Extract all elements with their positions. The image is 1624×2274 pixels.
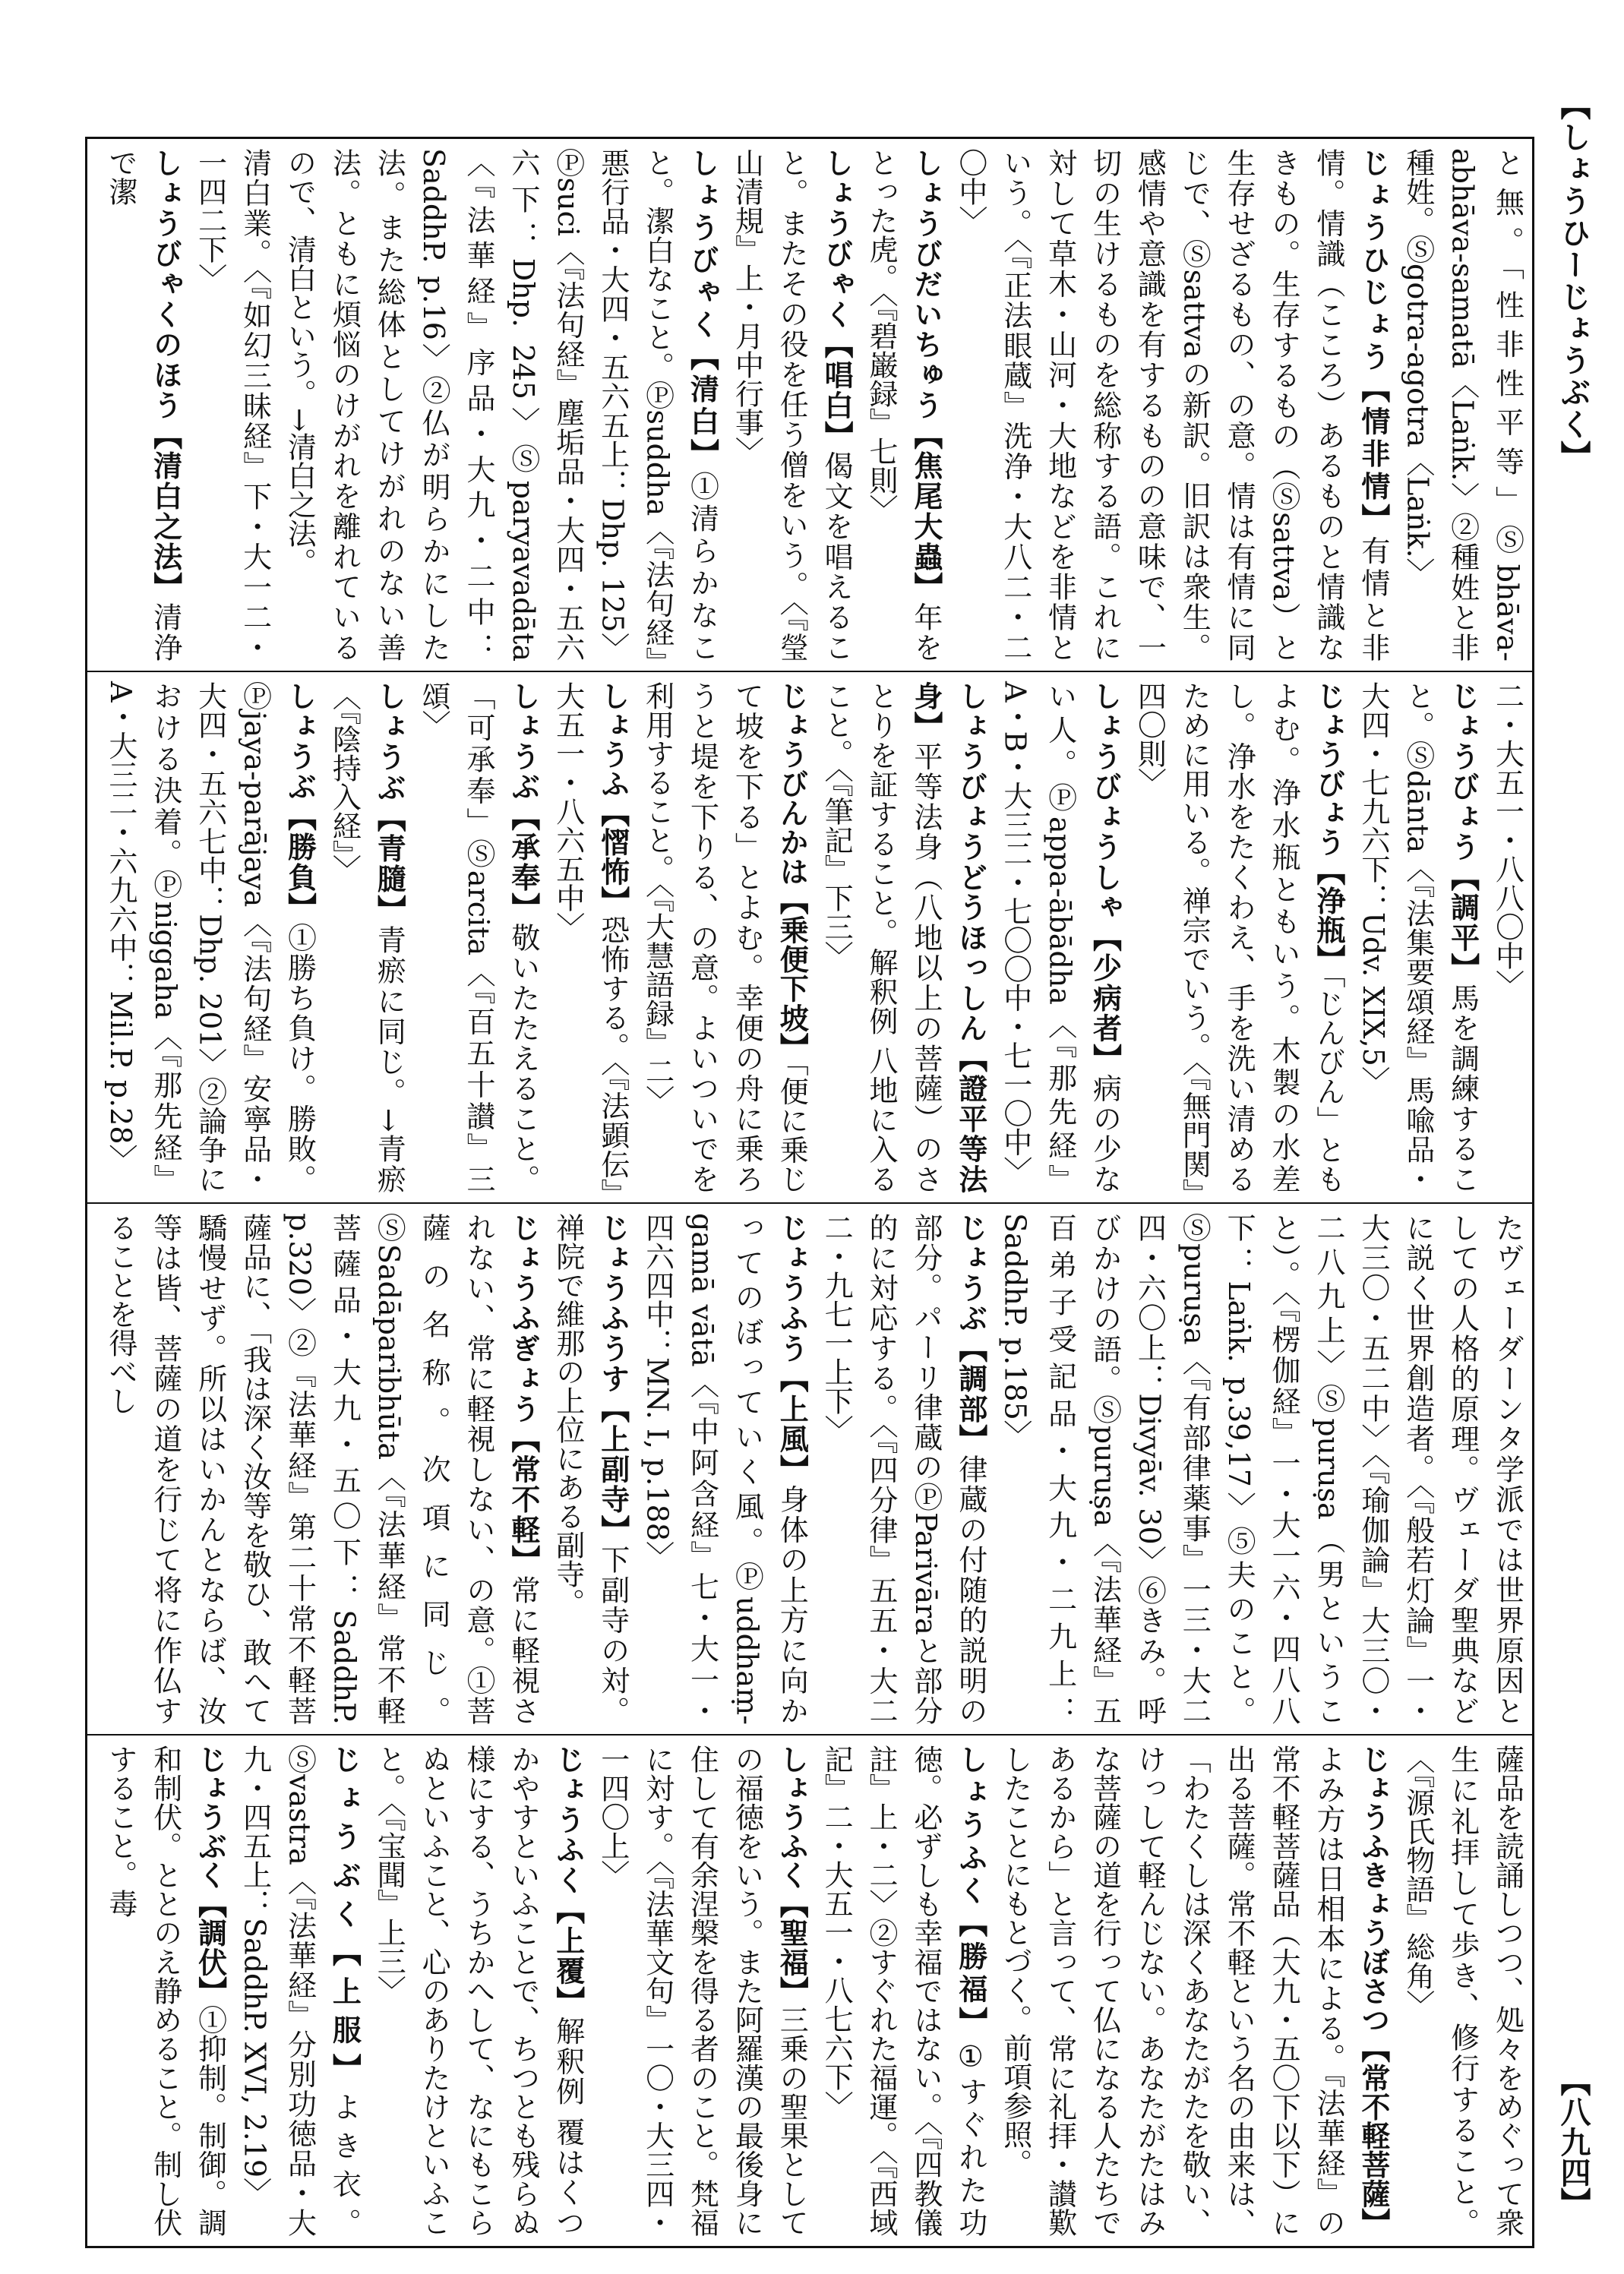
dictionary-entry xyxy=(1126,681,1350,1193)
dictionary-entry xyxy=(814,1213,993,1725)
dictionary-entry xyxy=(993,1213,1532,1725)
dictionary-entry xyxy=(411,681,545,1193)
entry-headword: しょうぶ【青膸】 xyxy=(372,681,407,926)
band-column xyxy=(98,681,1532,1193)
entry-headword: しょうびゃく【清白】 xyxy=(685,148,720,472)
entry-definition: 病の少ない人。Ⓟappa-ābādha〈『那先経』A・B・大三二・七〇〇中・七一〇中〉 xyxy=(998,681,1122,1193)
text-band-2 xyxy=(87,671,1532,1202)
dictionary-entry xyxy=(635,681,814,1193)
dictionary-entry xyxy=(635,1213,814,1725)
entry-definition: 清白業。〈『如幻三昧経』下・大一二・一四二下〉 xyxy=(193,148,272,662)
entry-definition: ①勝ち負け。勝敗。Ⓟjaya-parājaya〈『法句経』安寧品・大四・五六七中：Dhp. 201〉②論争における決着。Ⓟniggaha〈『那先経』A・大三二・六九六中：Mil.P. p.28〉 xyxy=(103,681,317,1193)
dictionary-entry xyxy=(948,148,1395,662)
entry-headword: じょうびんかは【乗便下坡】 xyxy=(775,681,810,1062)
text-band-4 xyxy=(87,1734,1532,2246)
entry-headword: しょうびゃく【唱白】 xyxy=(820,148,855,451)
entry-headword: じょうぶく【上服】 xyxy=(327,1745,362,2092)
entry-definition: 常に軽視されない、常に軽視しない、の意。①菩薩の名称。次項に同じ。ⓈSadāparibhūta〈『法華経』常不軽菩薩品・大九・五〇下：SaddhP. p.320〉②『法華経』第二十常不軽菩薩品に、「我は深く汝等を敬ひ、敢へて驕慢せず。所以はいかんとならば、汝等は皆、菩薩の道を行じて将に作仏することを得べし xyxy=(103,1213,540,1725)
entry-headword: じょうぶ【調部】 xyxy=(953,1213,988,1454)
entry-definition: 敬いたたえること。「可承奉」Ⓢarcita〈『百五十讃』三頌〉 xyxy=(417,681,540,1193)
dictionary-entry xyxy=(993,681,1127,1193)
text-band-1 xyxy=(87,139,1532,671)
entry-headword: じょうふう【上風】 xyxy=(775,1213,810,1485)
entry-headword: じょうふぎょう【常不軽】 xyxy=(506,1213,541,1575)
entry-definition: よき衣。Ⓢvastra〈『法華経』分別功徳品・大九・四五上：SaddhP. XVI, 2.19〉 xyxy=(238,1745,362,2238)
dictionary-entry xyxy=(98,1745,232,2237)
dictionary-entry xyxy=(1395,148,1532,662)
entry-definition: 偈文を唱えること。またその役を任う僧をいう。〈『瑩山清規』上・月中行事〉 xyxy=(730,148,854,662)
entry-definition: 薩品を読誦しつつ、処々をめぐって衆生に礼拝して歩き、修行すること。〈『源氏物語』総角〉 xyxy=(1401,1745,1524,2237)
dictionary-entry xyxy=(98,681,321,1193)
entry-headword: しょうぶ【承奉】 xyxy=(506,681,541,923)
entry-definition: 平等法身（八地以上の菩薩）のさとりを証すること。解釈例 八地に入ること。〈『筆記』下三〉 xyxy=(820,681,943,1193)
band-column xyxy=(98,1213,1532,1725)
dictionary-entry xyxy=(814,681,993,1193)
entry-headword: じょうふく【上覆】 xyxy=(551,1745,586,2017)
entry-headword: しょうぶ【勝負】 xyxy=(283,681,318,923)
entry-headword: じょうびょう【浄瓶】 xyxy=(1311,681,1346,974)
entry-headword: じょうびょう【調平】 xyxy=(1445,681,1480,984)
entry-definition: 有情と非情。情識（こころ）あるものと情識なきもの。生存するもの（Ⓢsattva）と生存せざるもの、の意。情は有情に同じで、Ⓢsattvaの新訳。旧訳は衆生。感情や意識を有するものの意味で、一切の生けるものを総称する語。これに対して草木・山河・大地などを非情という。〈『正法眼蔵』洗浄・大八二・二〇中〉 xyxy=(953,148,1390,662)
dictionary-entry xyxy=(1485,681,1532,1193)
dictionary-entry xyxy=(1395,1745,1532,2237)
entry-headword: しょうふく【聖福】 xyxy=(775,1745,810,2006)
dictionary-entry xyxy=(98,1213,545,1725)
entry-definition: ①抑制。制御。調和制伏。ととのえ静めること。制し伏すること。毒 xyxy=(103,1745,227,2237)
entry-definition: 恐怖する。〈『法顕伝』大五一・八六五中〉 xyxy=(551,681,630,1193)
entry-definition: たヴェーダーンタ学派では世界原因としての人格的原理。ヴェーダ聖典などに説く世界創造者。〈『般若灯論』一・大三〇・五二中〉〈『瑜伽論』大三〇・二八九上〉Ⓢpuruṣa（男ということ）。〈『楞伽経』一・大一六・四八八下：Laṅk. p.39,17〉⑤夫のこと。Ⓢpuruṣa〈『有部律薬事』一三・大二四・六〇上：Divyāv. 30〉⑥きみ。呼びかけの語。Ⓢpuruṣa〈『法華経』五百弟子受記品・大九・二九上：SaddhP. p.185〉 xyxy=(998,1213,1524,1725)
entry-definition: 「じんびん」ともよむ。浄水瓶ともいう。木製の水差し。浄水をたくわえ、手を洗い清めるために用いる。禅宗でいう。〈『無門関』四〇則〉 xyxy=(1133,681,1345,1194)
entry-headword: しょうふ【慴怖】 xyxy=(596,681,630,915)
entry-definition: ①すぐれた功徳。必ずしも幸福ではない。〈『四教儀註』上・二〉②すぐれた福運。〈『西域記』二・大五一・八七六下〉 xyxy=(820,1745,987,2238)
dictionary-entry xyxy=(814,1745,993,2237)
dictionary-entry xyxy=(1351,681,1485,1193)
dictionary-entry xyxy=(366,1745,589,2237)
entry-definition: 身体の上方に向かってのぼっていく風。Ⓟuddhaṃ-gamā vātā〈『中阿含経』七・大一・四六四中：MN. I, p.188〉 xyxy=(640,1213,809,1725)
dictionary-entry xyxy=(545,681,635,1193)
dictionary-page-frame xyxy=(85,137,1534,2248)
dictionary-entry xyxy=(232,1745,367,2237)
entry-definition: 三乗の聖果としての福徳をいう。また阿羅漢の最後身に住して有余涅槃を得る者のこと。梵福に対す。〈『法華文句』一〇・大三四・一四〇上〉 xyxy=(596,1745,809,2237)
entry-definition: 二・大五一・八八〇中〉 xyxy=(1490,681,1524,999)
entry-headword: じょうひじょう【情非情】 xyxy=(1356,148,1391,536)
band-column xyxy=(98,148,1532,662)
dictionary-entry xyxy=(993,1745,1395,2237)
entry-definition: 解釈例 覆はくつかやすといふことで、ちつとも残らぬ様にする、うちかへして、なにもこらぬといふこと、心のありたけといふこと。〈『宝聞』上三〉 xyxy=(372,1745,585,2237)
entry-definition: 「便に乗じて坡を下る」とよむ。幸便の舟に乗ろうと堤を下りる、の意。よいついでを利用すること。〈『大慧語録』二〉 xyxy=(640,681,809,1194)
entry-headword: じょうふうす【上副寺】 xyxy=(596,1213,630,1546)
dictionary-entry xyxy=(724,148,858,662)
entry-headword: しょうびょうしゃ【少病者】 xyxy=(1088,681,1123,1074)
entry-definition: 年をとった虎。〈『碧巌録』七則〉 xyxy=(864,148,943,662)
entry-headword: しょうびゃくのほう【清白之法】 xyxy=(148,148,183,603)
entry-definition: と無。「性非性平等」Ⓢbhāva-abhāva-samatā〈Laṅk.〉②種姓と非種姓。Ⓢgotra-agotra〈Laṅk.〉 xyxy=(1401,148,1524,662)
entry-headword: しょうふく【勝福】 xyxy=(953,1745,988,2040)
band-column xyxy=(98,1745,1532,2237)
entry-definition: 青瘀に同じ。→青瘀〈『陰持入経』〉 xyxy=(327,681,406,1193)
dictionary-entry xyxy=(188,148,277,662)
dictionary-entry xyxy=(321,681,411,1193)
dictionary-entry xyxy=(545,1213,635,1725)
entry-headword: じょうぶく【調伏】 xyxy=(193,1745,228,2006)
entry-headword: しょうびょうどうほっしん【證平等法身】 xyxy=(908,681,988,1193)
entry-definition: 律蔵の付随的説明の部分。パーリ律蔵のⓅParivāraと部分的に対応する。〈『四分律』五五・大二二・九七一上下〉 xyxy=(820,1213,987,1725)
dictionary-entry xyxy=(858,148,948,662)
entry-definition: 下副寺の対。禅院で維那の上位にある副寺。 xyxy=(551,1213,630,1725)
entry-definition: 清浄で潔 xyxy=(103,148,182,662)
text-band-3 xyxy=(87,1202,1532,1734)
dictionary-entry xyxy=(277,148,725,662)
page-header-range: 【しょうひーじょうぶく】 xyxy=(1556,90,1591,472)
entry-headword: じょうふきょうぼさつ【常不軽菩薩】 xyxy=(1356,1745,1391,2237)
dictionary-entry xyxy=(590,1745,814,2237)
entry-definition: 馬を調練すること。Ⓢdānta〈『法集要頌経』馬喩品・大四・七九六下：Udv. XIX,5〉 xyxy=(1356,681,1480,1193)
dictionary-entry xyxy=(98,148,188,662)
entry-definition: よみ方は日相本による。『法華経』の常不軽菩薩品（大九・五〇下以下）に出る菩薩。常不軽という名の由来は、「わたくしは深くあなたがたを敬い、けっして軽んじない。あなたがたはみな菩薩の道を行って仏になる人たちであるから」と言って、常に礼拝・讃歎したことにもとづく。前項参照。 xyxy=(998,1745,1345,2237)
entry-definition: ①清らかなこと。潔白なこと。Ⓟsuddha〈『法句経』悪行品・大四・五六五上：Dhp. 125〉Ⓟsuci〈『法句経』塵垢品・大四・五六六下：Dhp. 245〉Ⓢparyavadāta〈『法華経』序品・大九・二中：SaddhP. p.16〉②仏が明らかにした法。また総体としてけがれのない善法。ともに煩悩のけがれを離れているので、清白という。→清白之法。 xyxy=(283,148,719,662)
entry-headword: しょうびだいちゅう【焦尾大蟲】 xyxy=(908,148,943,603)
page-number: 【八九四】 xyxy=(1556,2066,1591,2218)
